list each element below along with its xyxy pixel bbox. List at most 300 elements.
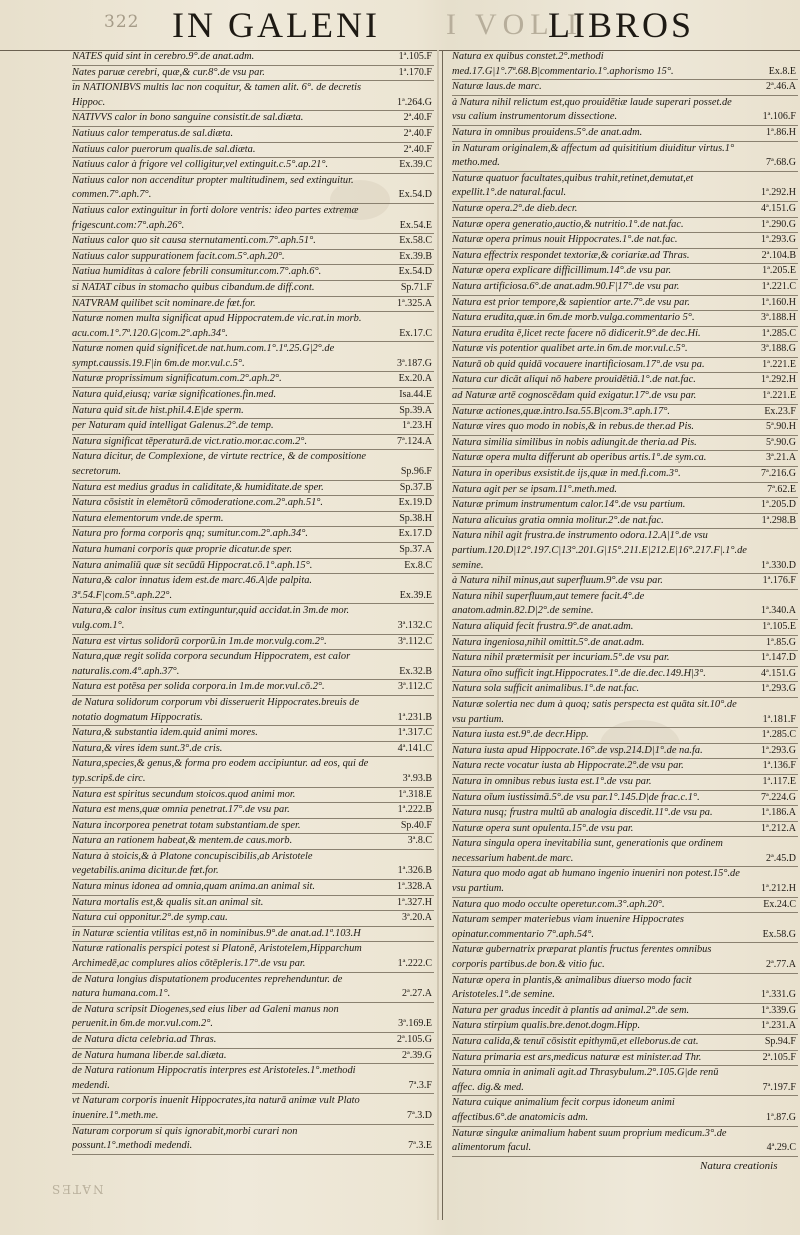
entry-text: Natura iusta apud Hippocrate.16°.de vsp.214.D|1°.de na.fa. [452, 744, 703, 756]
index-entry [452, 498, 798, 514]
entry-text: Natura humani corporis quæ proprie dicatur.de sper. [72, 544, 293, 555]
index-entry [452, 80, 798, 96]
index-entry [452, 420, 798, 436]
index-entry [72, 234, 434, 250]
index-entry [452, 1096, 798, 1126]
entry-text: Natura ex quibus constet.2°.methodi med.17.G|1°.7ª.68.B|commentario.1°.aphorismo 15°. [452, 51, 674, 77]
entry-reference: Sp.71.F [400, 281, 432, 293]
entry-reference: 7ª.62.E [767, 483, 796, 495]
bleed-through-heading: I VOL I [446, 8, 583, 41]
index-entry [72, 312, 434, 342]
entry-reference: 1ª.285.C [761, 327, 796, 339]
index-entry [72, 66, 434, 82]
entry-reference: 1ª.298.B [761, 514, 796, 526]
index-entry [452, 529, 798, 574]
index-entry [452, 342, 798, 358]
entry-reference: 1ª.147.D [761, 652, 796, 664]
entry-text: Naturæ primum instrumentum calor.14°.de vsu partium. [452, 499, 686, 511]
entry-reference: 7ª.197.F [762, 1081, 796, 1093]
entry-text: Natiuus calor suppurationem facit.com.5°.aph.20°. [72, 250, 285, 262]
entry-reference: 5ª.90.G [766, 436, 796, 448]
entry-reference: Ex.58.G [762, 928, 796, 940]
entry-reference: 7ª.216.G [761, 468, 796, 480]
index-entry [72, 742, 434, 758]
index-entry [452, 1004, 798, 1020]
index-entry [452, 126, 798, 142]
entry-text: NATVRAM quilibet scit nominare.de fœt.for. [72, 297, 256, 309]
index-entry [452, 202, 798, 218]
entry-text: Naturæ opera generatio,auctio,& nutritio.1°.de nat.fac. [452, 218, 684, 230]
index-entry [452, 943, 798, 973]
entry-reference: 1ª.222.C [397, 958, 432, 970]
entry-text: Natura primaria est ars,medicus naturæ est minister.ad Thr. [452, 1051, 702, 1063]
running-head-right: LIBROS [548, 5, 695, 45]
entry-reference: 2ª.39.G [402, 1049, 432, 1061]
index-entry [72, 850, 434, 880]
entry-text: Natura pro forma corporis qnq; sumitur.com.2°.aph.34°. [72, 528, 308, 540]
entry-text: Natiuus calor extinguitur in forti dolore ventris: ideo partes extremæ frigescunt.com:7°.aph.26°. [72, 204, 359, 231]
entry-reference: 2ª.104.B [761, 249, 796, 261]
entry-reference: 1ª.293.G [761, 683, 796, 695]
entry-text: Natura cui opponitur.2°.de symp.cau. [72, 912, 228, 924]
index-entry [452, 806, 798, 822]
index-entry [72, 174, 434, 204]
entry-text: Naturæ opera explicare difficillimum.14°.de vsu par. [452, 265, 672, 277]
entry-reference: 2ª.40.F [403, 127, 432, 139]
entry-reference: Ex.39.C [399, 159, 432, 171]
index-entry [72, 803, 434, 819]
entry-text: Natiuus calor à frigore vel colligitur,vel extinguit.c.5°.ap.21°. [72, 159, 329, 171]
entry-reference: Sp.40.F [400, 819, 432, 831]
entry-text: Naturæ solertia nec dum à quoq; satis perspecta est quāta sit.10°.de vsu partium. [452, 698, 737, 725]
index-entry [452, 483, 798, 499]
entry-text: Natura minus idonea ad omnia,quam anima.an animal sit. [72, 881, 316, 893]
entry-text: Natura recte vocatur iusta ab Hippocrate.2°.de vsu par. [452, 760, 684, 772]
entry-reference: 3ª.20.A [402, 912, 432, 924]
index-entry [72, 450, 434, 480]
index-entry [452, 327, 798, 343]
entry-reference: 2ª.77.A [766, 959, 796, 971]
index-entry [72, 1094, 434, 1124]
entry-reference: Ex.17.D [398, 528, 432, 540]
index-column-left [72, 50, 434, 1165]
index-entry [452, 233, 798, 249]
entry-reference: Ex.32.B [399, 665, 432, 677]
entry-text: si NATAT cibus in stomacho quibus cibandum.de diff.cont. [72, 281, 315, 293]
entry-text: Natura est mens,quæ omnia penetrat.17°.de vsu par. [72, 804, 290, 816]
entry-reference: 1ª.264.G [397, 96, 432, 108]
entry-reference: 1ª.285.C [761, 729, 796, 741]
entry-reference: 3ª.21.A [766, 452, 796, 464]
entry-reference: 1ª.326.B [397, 865, 432, 877]
entry-text: Natura similia similibus in nobis adiungit.de theria.ad Pis. [452, 436, 697, 448]
entry-text: in Naturæ scientia vtilitas est,nō in nominibus.9°.de anat.ad.1ª.103.H [72, 927, 361, 939]
entry-reference: 1ª.231.B [397, 711, 432, 723]
index-entry [452, 389, 798, 405]
bleed-through-text: NATES [50, 1182, 104, 1196]
entry-reference: 1ª.330.D [761, 559, 796, 571]
entry-text: NATES quid sint in cerebro.9°.de anat.adm. [72, 51, 255, 62]
index-entry [72, 880, 434, 896]
entry-reference: 1ª.105.E [762, 620, 796, 632]
entry-reference: 1ª.292.H [761, 187, 796, 199]
entry-text: de Natura longius disputationem producentes reprehenduntur. de natura humana.com.1°. [72, 973, 343, 1000]
entry-text: Natura in omnibus prouidens.5°.de anat.adm. [452, 126, 643, 138]
index-entry [72, 204, 434, 234]
entry-text: Natura oīno sufficit ingt.Hippocrates.1°.de die.dec.149.H|3°. [452, 667, 706, 679]
index-entry [72, 973, 434, 1003]
entry-text: Natura,& calor insitus cum extinguntur,quid accidat.in 3m.de mor. vulg.com.1°. [72, 605, 350, 631]
entry-text: Naturæ laus.de marc. [452, 81, 542, 93]
entry-reference: 1ª.205.E [762, 265, 796, 277]
entry-text: à Natura nihil relictum est,quo prouidētiæ laude superari posset.de vsu calium instrumentorum dissectione. [452, 96, 732, 123]
index-entry [452, 405, 798, 421]
entry-text: Natura cōsistit in elemētorū cōmoderatione.com.2°.aph.51°. [72, 497, 324, 509]
index-entry [452, 296, 798, 312]
index-entry [72, 435, 434, 451]
entry-reference: 1ª.105.F [398, 51, 432, 62]
index-entry [72, 927, 434, 943]
index-entry [452, 898, 798, 914]
entry-text: Naturæ opera multa differunt ab operibus artis.1°.de sym.ca. [452, 452, 707, 464]
entry-reference: 2ª.27.A [402, 988, 432, 1000]
entry-reference: 1ª.318.E [398, 788, 432, 800]
entry-reference: 5ª.90.H [766, 421, 796, 433]
entry-reference: Ex.24.C [763, 898, 796, 910]
index-entry [452, 1127, 798, 1157]
index-entry [72, 158, 434, 174]
entry-reference: Ex.17.C [399, 327, 432, 339]
entry-text: Naturæ proprissimum significatum.com.2°.aph.2°. [72, 373, 282, 385]
index-entry [452, 1066, 798, 1096]
index-entry [452, 218, 798, 234]
index-entry [452, 867, 798, 897]
entry-text: Naturæ opera in plantis,& animalibus diuerso modo facit Aristoteles.1°.de semine. [452, 974, 692, 1001]
index-entry [452, 636, 798, 652]
entry-text: Natura à stoicis,& à Platone concupiscibilis,ab Aristotele vegetabilis.anima dicitur.de fœt.for. [72, 850, 313, 877]
entry-reference: 1ª.293.G [761, 744, 796, 756]
entry-text: Natura nihil superfluum,aut temere facit.4°.de anatom.admin.82.D|2°.de semine. [452, 590, 645, 617]
entry-reference: 1ª.293.G [761, 234, 796, 246]
entry-reference: 3ª.112.C [397, 635, 432, 647]
entry-reference: 2ª.105.G [397, 1034, 432, 1045]
entry-text: Natura nihil agit frustra.de instrumento odora.12.A|1°.de vsu partium.120.D|12°.197.C|13°.201.G|15°.211.E|212.E|16°.217.F|.1°.de semine. [452, 530, 747, 571]
entry-reference: 1ª.221.E [762, 390, 796, 402]
index-entry [452, 373, 798, 389]
entry-text: de Natura scripsit Diogenes,sed eius liber ad Galeni manus non peruenit.in 6m.de mor.vul.com.2°. [72, 1003, 339, 1030]
index-entry [452, 249, 798, 265]
entry-text: Naturæ opera sunt opulenta.15°.de vsu par. [452, 822, 634, 834]
entry-text: ad Naturæ artē cognoscēdam quid exigatur.17°.de vsu par. [452, 390, 697, 402]
index-entry [72, 650, 434, 680]
entry-text: Natura artificiosa.6°.de anat.adm.90.F|17°.de vsu par. [452, 280, 680, 292]
entry-text: Natura quid,eiusq; variæ significationes.fin.med. [72, 389, 277, 401]
index-entry [452, 280, 798, 296]
index-entry [452, 142, 798, 172]
entry-reference: 3ª.169.E [398, 1018, 432, 1030]
entry-reference: 1ª.86.H [766, 126, 796, 138]
index-entry [452, 744, 798, 760]
entry-text: Naturæ opera.2°.de dieb.decr. [452, 202, 578, 214]
index-entry [452, 775, 798, 791]
entry-text: in Naturam originalem,& affectum ad quisititium diuiditur virtus.1° metho.med. [452, 142, 735, 169]
entry-text: Natura effectrix respondet textoriæ,& coriariæ.ad Thras. [452, 249, 690, 261]
index-entry [452, 837, 798, 867]
entry-reference: 2ª.40.F [403, 143, 432, 155]
entry-text: Natura an rationem habeat,& mentem.de caus.morb. [72, 835, 293, 847]
index-entry [72, 559, 434, 575]
entry-text: Natiuus calor non accenditur propter multitudinem, sed extinguitur. commen.7°.aph.7°. [72, 174, 354, 201]
index-entry [72, 819, 434, 835]
index-entry [452, 1051, 798, 1067]
index-entry [72, 342, 434, 372]
index-entry [452, 451, 798, 467]
entry-text: Natura in omnibus rebus iusta est.1°.de vsu par. [452, 775, 652, 787]
entry-text: Natura est spiritus secundum stoicos.quod animi mor. [72, 788, 296, 800]
index-entry [72, 543, 434, 559]
index-entry [72, 81, 434, 111]
entry-reference: 1ª.181.F [762, 713, 796, 725]
entry-text: Natura est prior tempore,& sapientior arte.7°.de vsu par. [452, 296, 690, 308]
entry-reference: 1ª.160.H [761, 296, 796, 308]
entry-text: de Natura humana liber.de sal.diæta. [72, 1049, 227, 1061]
entry-reference: 2ª.105.F [762, 1051, 796, 1063]
index-entry [72, 757, 434, 787]
index-entry [72, 388, 434, 404]
entry-text: Natura oīum iustissimā.5°.de vsu par.1°.145.D|de frac.c.1°. [452, 791, 700, 803]
entry-text: Natura quid sit.de hist.phil.4.E|de sperm. [72, 404, 244, 416]
entry-text: Naturæ actiones,quæ.intro.Isa.55.B|com.3°.aph.17°. [452, 405, 671, 417]
index-entry [452, 974, 798, 1004]
entry-reference: 1ª.87.G [766, 1111, 796, 1123]
entry-reference: Sp.96.F [400, 466, 432, 478]
index-entry [72, 111, 434, 127]
index-entry [452, 1019, 798, 1035]
entry-reference: Sp.38.H [399, 512, 432, 524]
entry-reference: 7ª.68.G [766, 157, 796, 169]
index-entry [452, 728, 798, 744]
entry-reference: 3ª.188.G [761, 343, 796, 355]
entry-reference: Ex.58.C [399, 235, 432, 247]
index-entry [72, 250, 434, 266]
entry-reference: Isa.44.E [399, 389, 432, 401]
index-entry [72, 419, 434, 435]
index-entry [72, 942, 434, 972]
entry-reference: 3ª.187.G [397, 357, 432, 369]
entry-text: Natura in operibus exsistit.de ijs,quæ in med.fi.com.3°. [452, 468, 681, 480]
index-entry [452, 590, 798, 620]
entry-reference: 1ª.186.A [761, 807, 796, 819]
entry-text: Natura omnia in animali agit.ad Thrasybulum.2°.105.G|de renū affec. dig.& med. [452, 1067, 719, 1093]
entry-text: Natura erudita ē,licet recte facere nō didicerit.9°.de dec.Hi. [452, 327, 701, 339]
index-entry [452, 467, 798, 483]
entry-reference: 3ª.132.C [397, 619, 432, 631]
index-entry [72, 911, 434, 927]
entry-reference: 4ª.29.C [766, 1142, 796, 1154]
entry-text: Natura cur dicāt aliqui nō habere prouidētiā.1°.de nat.fac. [452, 374, 696, 386]
entry-text: Natura stirpium qualis.bre.denot.dogm.Hipp. [452, 1020, 641, 1032]
entry-text: Natura elementorum vnde.de sperm. [72, 512, 224, 524]
index-entry [72, 481, 434, 497]
entry-text: Natura animaliū quæ sit secūdū Hippocrat.cō.1°.aph.15°. [72, 559, 313, 571]
entry-reference: 7ª.124.A [397, 435, 432, 447]
catchword: Natura creationis [700, 1160, 778, 1172]
entry-reference: 1ª.205.D [761, 499, 796, 511]
entry-reference: 1ª.340.A [761, 605, 796, 617]
entry-reference: 3ª.188.H [761, 312, 796, 324]
page-header [0, 2, 800, 51]
index-entry [72, 896, 434, 912]
entry-reference: 1ª.212.H [761, 883, 796, 895]
index-entry [72, 1049, 434, 1065]
entry-text: Naturæ nomen quid significet.de nat.hum.com.1°.1ª.25.G|2°.de sympt.caussis.19.F|in 6m.de mor.vul.c.5°. [72, 343, 335, 369]
entry-reference: 3ª.8.C [407, 835, 432, 847]
index-column-right [452, 50, 798, 1175]
entry-text: Natiuus calor puerorum qualis.de sal.diæta. [72, 143, 256, 155]
entry-text: Natura incorporea penetrat totam substantiam.de sper. [72, 819, 301, 831]
entry-reference: 1ª.328.A [397, 881, 432, 893]
entry-text: Naturæ gubernatrix præparat plantis fructus ferentes omnibus corporis partibus.de bon.& vitio fuc. [452, 944, 712, 971]
entry-reference: 1ª.212.A [761, 822, 796, 834]
index-entry [72, 496, 434, 512]
entry-reference: 3ª.112.C [397, 681, 432, 693]
entry-text: Naturæ opera primus nouit Hippocrates.1°.de nat.fac. [452, 234, 678, 246]
index-entry [72, 1033, 434, 1049]
entry-reference: 7ª.3.E [408, 1140, 432, 1152]
entry-text: Naturæ nomen multa significat apud Hippocratem.de vic.rat.in morb. acu.com.1°.7ª.120.G|com.2°.aph.34°. [72, 313, 362, 339]
entry-text: NATIVVS calor in bono sanguine consistit.de sal.diæta. [72, 112, 304, 124]
entry-reference: Ex.54.D [398, 266, 432, 278]
entry-text: Naturæ rationalis perspici potest si Platonē, Aristotelem,Hipparchum Archimedē,ac complures alios cōtēpleris.17°.de vsu par. [72, 943, 362, 970]
entry-text: Natiuus calor quo sit causa sternutamenti.com.7°.aph.51°. [72, 235, 316, 247]
index-entry [72, 143, 434, 159]
entry-text: Natura,& vires idem sunt.3°.de cris. [72, 742, 223, 754]
entry-reference: 1ª.327.H [397, 896, 432, 908]
entry-reference: 1ª.221.E [762, 358, 796, 370]
index-entry [452, 436, 798, 452]
index-entry [72, 281, 434, 297]
index-entry [72, 372, 434, 388]
index-entry [452, 759, 798, 775]
entry-reference: Sp.39.A [399, 404, 432, 416]
entry-text: Natura quo modo agat ab humano ingenio inueniri non potest.15°.de vsu partium. [452, 868, 740, 895]
index-entry [72, 1064, 434, 1094]
entry-reference: 2ª.40.F [403, 112, 432, 124]
entry-reference: Ex.39.B [399, 250, 432, 262]
index-entry [452, 682, 798, 698]
entry-reference: 1ª.85.G [766, 636, 796, 648]
entry-reference: 1ª.325.A [397, 297, 432, 309]
index-entry [452, 50, 798, 80]
index-entry [72, 404, 434, 420]
index-entry [72, 50, 434, 66]
entry-text: Natura significat tēperaturā.de vict.ratio.mor.ac.com.2°. [72, 435, 308, 447]
index-entry [72, 1003, 434, 1033]
index-entry [452, 311, 798, 327]
entry-text: per Naturam quid intelligat Galenus.2°.de temp. [72, 420, 274, 432]
entry-reference: Ex.20.A [398, 373, 432, 385]
entry-text: vt Naturam corporis inuenit Hippocrates,ita naturā animæ vult Plato inuenire.1°.meth.me. [72, 1095, 360, 1121]
index-entry [452, 791, 798, 807]
entry-reference: 4ª.141.C [397, 742, 432, 754]
index-entry [452, 651, 798, 667]
running-head-left: IN GALENI [172, 5, 380, 45]
entry-text: Natura per gradus incedit à plantis ad animal.2°.de sem. [452, 1004, 690, 1016]
entry-reference: Ex.54.D [398, 189, 432, 201]
entry-text: Natura ingeniosa,nihil omittit.5°.de anat.adm. [452, 636, 645, 648]
entry-text: Naturam corporum si quis ignorabit,morbi curari non possunt.1°.methodi medendi. [72, 1125, 298, 1152]
entry-reference: 1ª.106.F [762, 111, 796, 123]
entry-reference: 2ª.46.A [766, 81, 796, 93]
entry-text: Naturæ quatuor facultates,quibus trahit,retinet,demutat,et expellit.1°.de natural.facul. [452, 172, 694, 199]
entry-text: Natura dicitur, de Complexione, de virtute rectrice, & de compositione secretorum. [72, 451, 366, 478]
entry-reference: 1ª.339.G [761, 1004, 796, 1016]
entry-reference: 4ª.151.G [761, 667, 796, 679]
entry-reference: Ex.19.D [398, 497, 432, 509]
entry-text: Natura nihil prætermisit per incuriam.5°.de vsu par. [452, 652, 670, 664]
entry-text: Naturæ vires quo modo in nobis,& in rebus.de ther.ad Pis. [452, 421, 694, 433]
entry-reference: Ex.39.E [399, 589, 432, 601]
index-entry [452, 264, 798, 280]
entry-reference: 1ª.117.E [762, 775, 796, 787]
entry-text: Natura sola sufficit animalibus.1°.de nat.fac. [452, 683, 640, 695]
entry-text: Nates paruæ cerebri, quæ,& cur.8°.de vsu par. [72, 66, 265, 78]
index-entry [72, 527, 434, 543]
column-gutter-shadow [437, 50, 439, 1220]
index-entry [452, 1035, 798, 1051]
entry-reference: Ex.8.C [404, 559, 432, 571]
index-entry [72, 788, 434, 804]
entry-text: Natura est virtus solidorū corporū.in 1m.de mor.vulg.com.2°. [72, 635, 327, 647]
entry-text: Natiua humiditas à calore febrili consumitur.com.7°.aph.6°. [72, 266, 322, 278]
entry-reference: 7ª.3.D [407, 1109, 432, 1121]
entry-text: Naturæ singulæ animalium habent suum proprium medicum.3°.de alimentorum facul. [452, 1127, 727, 1154]
entry-reference: 3ª.93.B [402, 772, 432, 784]
entry-text: Natura nusq; frustra multū ab analogia discedit.11°.de vsu pa. [452, 807, 713, 819]
index-entry [72, 265, 434, 281]
entry-text: Natura,species,& genus,& forma pro eodem accipiuntur. ad eos, qui de typ.scripš.de circ. [72, 758, 369, 784]
entry-text: Natura singula opera inevitabilia sunt, generationis que ordinem necessarium habent.de marc. [452, 838, 723, 864]
entry-reference: 1ª.176.F [762, 575, 796, 587]
entry-text: Natura iusta est.9°.de decr.Hipp. [452, 729, 589, 741]
entry-text: Naturā ob quid quidā vocauere inartificiosam.17°.de vsu pa. [452, 358, 705, 370]
entry-text: Naturam semper materiebus viam inuenire Hippocrates opinatur.commentario 7°.aph.54°. [452, 914, 684, 940]
index-entry [452, 574, 798, 590]
entry-reference: Ex.54.E [399, 219, 432, 231]
index-entry [452, 913, 798, 943]
index-entry [72, 834, 434, 850]
entry-reference: Sp.37.A [399, 544, 432, 555]
entry-reference: Ex.23.F [764, 405, 796, 417]
index-entry [72, 696, 434, 726]
index-entry [72, 297, 434, 313]
entry-text: Natura est medius gradus in caliditate,& humiditate.de sper. [72, 481, 324, 493]
entry-reference: 1ª.170.F [398, 66, 432, 78]
entry-text: Natura agit per se ipsam.11°.meth.med. [452, 483, 618, 495]
entry-text: Natura,& calor innatus idem est.de marc.46.A|de palpita. 3ª.54.F|com.5°.aph.22°. [72, 575, 312, 601]
entry-reference: Sp.94.F [764, 1036, 796, 1047]
index-entry [452, 822, 798, 838]
entry-reference: Sp.37.B [399, 481, 432, 493]
entry-text: Natura,quæ regit solida corpora secundum Hippocratem, est calor naturalis.com.4°.aph.37°. [72, 651, 351, 677]
entry-reference: 1ª.23.H [402, 420, 432, 432]
entry-text: Natura alicuius gratia omnia molitur.2°.de nat.fac. [452, 514, 664, 526]
entry-text: Natura quo modo occulte operetur.com.3°.aph.20°. [452, 898, 665, 910]
index-entry [452, 698, 798, 728]
index-entry [72, 127, 434, 143]
column-divider [442, 50, 443, 1220]
entry-reference: 1ª.222.B [397, 804, 432, 816]
